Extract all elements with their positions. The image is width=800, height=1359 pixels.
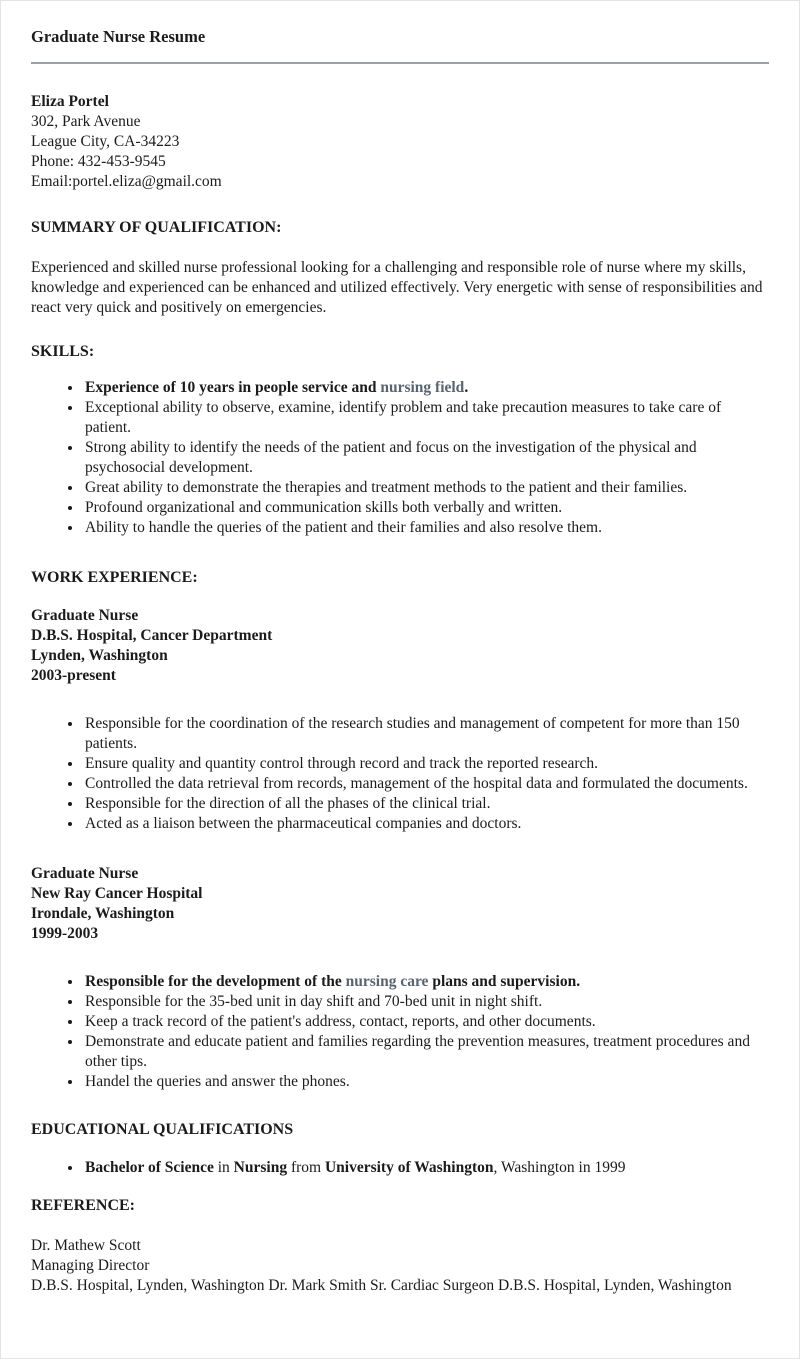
job1-bullet-list (31, 714, 769, 834)
job1-dates: 2003-present (31, 667, 116, 684)
reference-name: Dr. Mathew Scott (31, 1237, 141, 1254)
contact-address-line2: League City, CA-34223 (31, 133, 180, 150)
contact-email: Email:portel.eliza@gmail.com (31, 173, 222, 190)
summary-paragraph: Experienced and skilled nurse professional looking for a challenging and responsible role of nurse where my skills, knowledge and experienced can be enhanced and utilized effectively. Very energetic with sense of responsibilities and react very quick and positively on emergencies. (31, 259, 763, 316)
major-text: Nursing (233, 1159, 288, 1176)
page-title: Graduate Nurse Resume (31, 27, 206, 46)
work-experience-heading: WORK EXPERIENCE: (31, 569, 198, 586)
skills-list (31, 378, 769, 538)
skill-item: • Great ability to demonstrate the therapies and treatment methods to the patient and their families. (83, 478, 769, 498)
skill-item: • Profound organizational and communication skills both verbally and written. (83, 498, 769, 518)
job1-bullet: • Acted as a liaison between the pharmaceutical companies and doctors. (83, 814, 769, 834)
education-text: , Washington in 1999 (493, 1159, 626, 1176)
job1-location: Lynden, Washington (31, 647, 168, 664)
education-item (83, 1158, 769, 1178)
skills-heading: SKILLS: (31, 343, 95, 360)
university-text: University of Washington (324, 1159, 494, 1176)
job2-employer: New Ray Cancer Hospital (31, 885, 203, 902)
keyword-nursing-care: nursing care (345, 973, 429, 990)
reference-role: Managing Director (31, 1257, 150, 1274)
contact-section (31, 92, 769, 192)
job2-bullet: • Demonstrate and educate patient and families regarding the prevention measures, treatment procedures and other tips. (83, 1032, 769, 1072)
education-text: from (287, 1159, 325, 1176)
job1-bullet: • Responsible for the coordination of the research studies and management of competent for more than 150 patients. (83, 714, 769, 754)
job1-bullet: • Ensure quality and quantity control through record and track the reported research. (83, 754, 769, 774)
header-divider (31, 62, 769, 64)
keyword-nursing-field: nursing field (380, 379, 465, 396)
job2-bullet (83, 972, 769, 992)
degree-text: Bachelor of Science (85, 1159, 214, 1176)
job1-bullet: • Responsible for the direction of all the phases of the clinical trial. (83, 794, 769, 814)
job2-dates: 1999-2003 (31, 925, 99, 942)
education-heading: EDUCATIONAL QUALIFICATIONS (31, 1121, 294, 1138)
skill-text: Experience of 10 years in people service and (85, 379, 381, 396)
job2-header (31, 864, 769, 944)
contact-phone: Phone: 432-453-9545 (31, 153, 166, 170)
job1-title: Graduate Nurse (31, 607, 139, 624)
bullet-text: Responsible for the development of the (85, 973, 346, 990)
job1-employer: D.B.S. Hospital, Cancer Department (31, 627, 273, 644)
bullet-text: plans and supervision. (428, 973, 581, 990)
skill-item: • Ability to handle the queries of the patient and their families and also resolve them. (83, 518, 769, 538)
skill-item: • Strong ability to identify the needs of the patient and focus on the investigation of the physical and psychosocial development. (83, 438, 769, 478)
job2-title: Graduate Nurse (31, 865, 139, 882)
summary-heading: SUMMARY OF QUALIFICATION: (31, 219, 282, 236)
skill-text: . (464, 379, 469, 396)
contact-name: Eliza Portel (31, 93, 109, 110)
skill-item (83, 378, 769, 398)
education-text: in (213, 1159, 234, 1176)
job2-bullet-list (31, 972, 769, 1092)
education-list (31, 1158, 769, 1178)
job2-bullet: • Responsible for the 35-bed unit in day shift and 70-bed unit in night shift. (83, 992, 769, 1012)
job1-header (31, 606, 769, 686)
job1-bullet: • Controlled the data retrieval from records, management of the hospital data and formulated the documents. (83, 774, 769, 794)
job2-bullet: • Handel the queries and answer the phones. (83, 1072, 769, 1092)
reference-details: D.B.S. Hospital, Lynden, Washington Dr. Mark Smith Sr. Cardiac Surgeon D.B.S. Hospital, Lynden, Washington (31, 1277, 732, 1294)
reference-heading: REFERENCE: (31, 1197, 136, 1214)
contact-address-line1: 302, Park Avenue (31, 113, 141, 130)
job2-bullet: • Keep a track record of the patient's address, contact, reports, and other documents. (83, 1012, 769, 1032)
reference-section (31, 1236, 769, 1296)
job2-location: Irondale, Washington (31, 905, 175, 922)
skill-item: • Exceptional ability to observe, examine, identify problem and take precaution measures to take care of patient. (83, 398, 769, 438)
